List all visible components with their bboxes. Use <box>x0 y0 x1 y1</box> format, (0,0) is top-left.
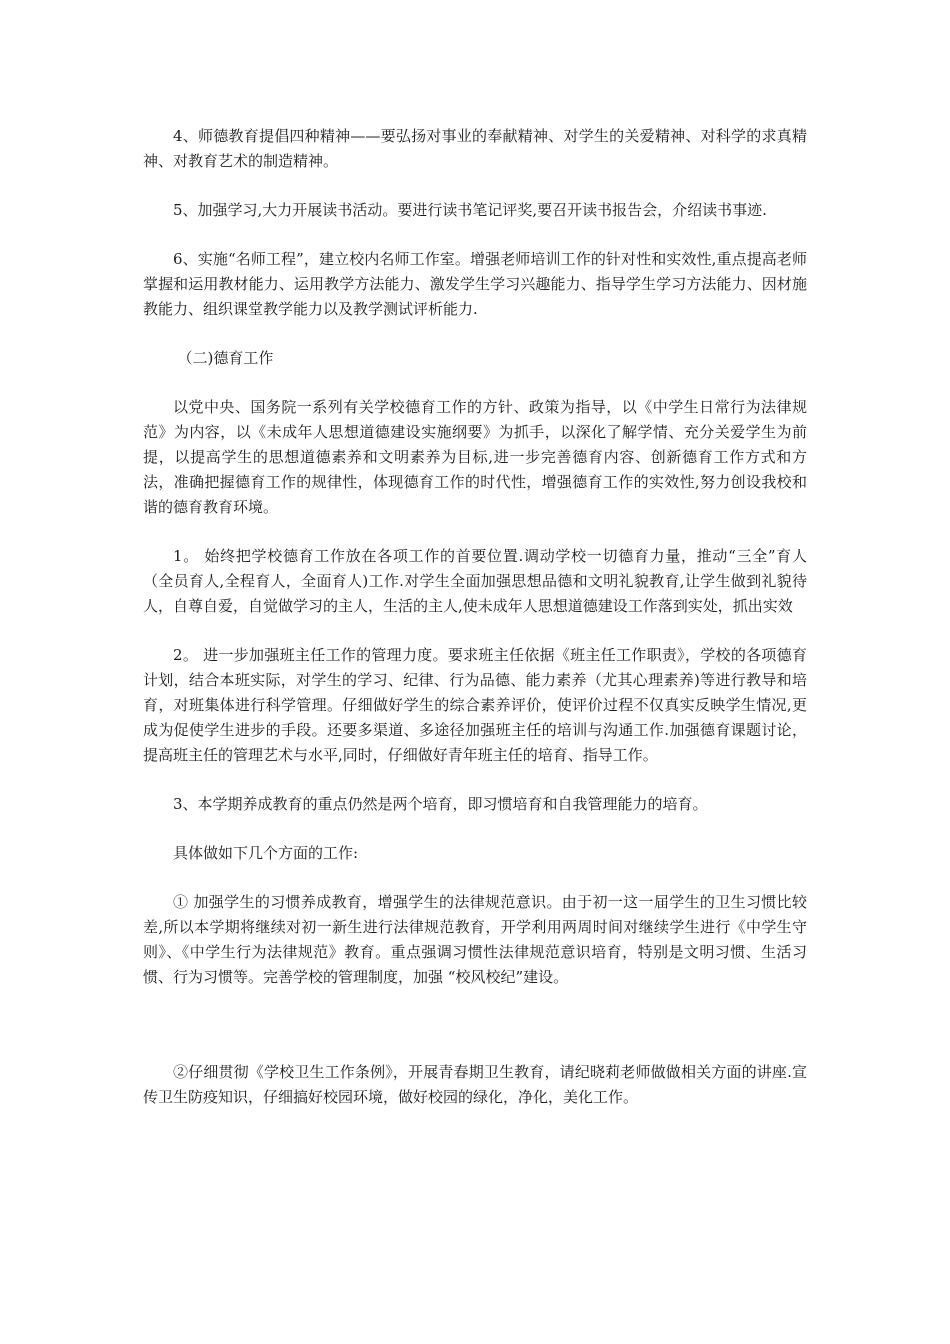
document-body <box>143 124 807 1134</box>
paragraph-teacher-ethics: 4、师德教育提倡四种精神——要弘扬对事业的奉献精神、对学生的关爱精神、对科学的求真精神、对教育艺术的制造精神。 <box>143 127 807 170</box>
paragraph-reading-activity: 5、加强学习,大力开展读书活动。要进行读书笔记评奖,要召开读书报告会，介绍读书事迹. <box>173 201 767 219</box>
paragraph-circle-item-2: ②仔细贯彻《学校卫生工作条例》，开展青春期卫生教育，请纪晓莉老师做做相关方面的讲座.宣传卫生防疫知识，仔细搞好校园环境，做好校园的绿化，净化，美化工作。 <box>143 1063 807 1106</box>
paragraph-moral-item-2: 2。 进一步加强班主任工作的管理力度。要求班主任依据《班主任工作职责》，学校的各项德育计划，结合本班实际，对学生的学习、纪律、行为品德、能力素养（尤其心理素养)等进行教导和培育，对班集体进行科学管理。仔细做好学生的综合素养评价，使评价过程不仅真实反映学生情况,更成为促使学生进步的手段。还要多渠道、多途径加强班主任的培训与沟通工作.加强德育课题讨论，提高班主任的管理艺术与水平,同时，仔细做好青年班主任的培育、指导工作。 <box>143 646 807 764</box>
paragraph-circle-item-1: ① 加强学生的习惯养成教育，增强学生的法律规范意识。由于初一这一届学生的卫生习惯比较差,所以本学期将继续对初一新生进行法律规范教育，开学利用两周时间对继续学生进行《中学生守则》、《中学生行为法律规范》教育。重点强调习惯性法律规范意识培育，特别是文明习惯、生活习惯、行为习惯等。完善学校的管理制度，加强 “校风校纪”建设。 <box>143 893 807 986</box>
paragraph-moral-item-3: 3、本学期养成教育的重点仍然是两个培育，即习惯培育和自我管理能力的培育。 <box>173 795 708 813</box>
paragraph-moral-item-1: 1。 始终把学校德育工作放在各项工作的首要位置.调动学校一切德育力量，推动“三全”育人（全员育人,全程育人，全面育人)工作.对学生全面加强思想品德和文明礼貌教育,让学生做到礼貌待人，自尊自爱，自觉做学习的主人，生活的主人,使未成年人思想道德建设工作落到实处，抓出实效 <box>143 547 807 615</box>
paragraph-famous-teacher-project: 6、实施“名师工程”，建立校内名师工作室。增强老师培训工作的针对性和实效性,重点提高老师掌握和运用教材能力、运用教学方法能力、激发学生学习兴趣能力、指导学生学习方法能力、因材施教能力、组织课堂教学能力以及教学测试评析能力. <box>143 250 807 318</box>
paragraph-specific-work: 具体做如下几个方面的工作: <box>173 844 359 862</box>
section-heading-moral-education: （二)德育工作 <box>177 349 274 367</box>
paragraph-moral-education-intro: 以党中央、国务院一系列有关学校德育工作的方针、政策为指导，以《中学生日常行为法律规范》为内容，以《未成年人思想道德建设实施纲要》为抓手，以深化了解学情、充分关爱学生为前提，以提高学生的思想道德素养和文明素养为目标,进一步完善德育内容、创新德育工作方式和方法，准确把握德育工作的规律性，体现德育工作的时代性，增强德育工作的实效性,努力创设我校和谐的德育教育环境。 <box>143 398 807 516</box>
